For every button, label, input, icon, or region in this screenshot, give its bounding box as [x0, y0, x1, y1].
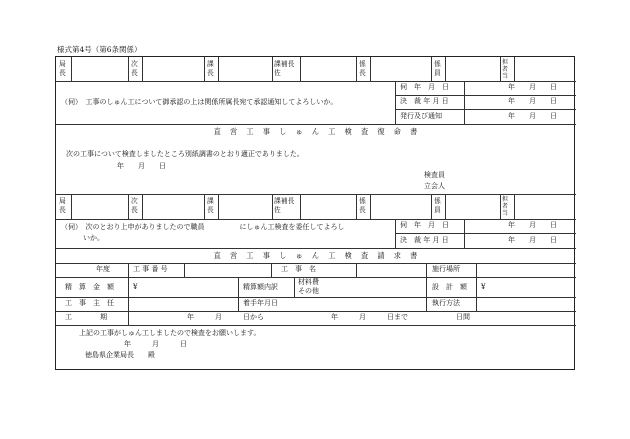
jicho-label: 次長	[131, 60, 138, 77]
closing-date: 年 月 日	[124, 340, 187, 348]
kyokucho-label: 局長	[59, 60, 66, 77]
addressee: 徳島県企業局長 殿	[85, 351, 155, 359]
kakaricho-label-2: 係長	[359, 197, 366, 214]
report-date: 年 月 日	[117, 162, 166, 170]
rule	[56, 81, 576, 82]
koki-label: 工 期	[65, 313, 107, 321]
kakariin-label: 係員	[434, 60, 441, 77]
seisan-kingaku-label: 精 算 金 額	[65, 283, 114, 291]
inspection-form-sheet	[55, 56, 575, 370]
chakushu-label: 着手年月日	[243, 299, 278, 307]
request-form-title: 直 営 工 事 し ゅ ん 工 検 査 請 求 書	[213, 251, 419, 260]
hakko-tsuchi-label: 発行及び通知	[400, 112, 442, 120]
seisan-uchiwake-label: 精算額内訳	[243, 283, 278, 291]
kacho-hosa-label-2: 課補長佐	[274, 197, 295, 214]
nendo-label: 年度	[96, 265, 110, 273]
koki-from: 年 月 日から	[187, 313, 264, 321]
kacho-label: 課長	[207, 60, 214, 77]
kacho-hosa-label: 課補長佐	[274, 60, 295, 77]
ukagai-date-label-2: 伺 年 月 日	[400, 221, 449, 229]
koji-shunin-label: 工 事 主 任	[65, 299, 114, 307]
koki-days: 日間	[456, 313, 470, 321]
ukagai-date-value: 年 月 日	[508, 83, 557, 91]
koji-mei-label: 工 事 名	[281, 265, 316, 273]
witness-label: 立会人	[424, 182, 445, 190]
kacho-label-2: 課長	[207, 197, 214, 214]
seisan-yen: ¥	[133, 283, 138, 291]
report-body: 次の工事について検査しましたところ別紙調書のとおり適正でありました。	[66, 150, 304, 158]
request-text-1: （伺） 工事のしゅん工について御承認の上は関係所属長宛て承認通知してよろしいか。	[61, 98, 338, 106]
sekkei-yen: ¥	[481, 283, 486, 291]
kakariin-label-2: 係員	[434, 197, 441, 214]
report-title: 直 営 工 事 し ゅ ん 工 検 査 復 命 書	[213, 127, 419, 136]
kessai-date-value: 年 月 日	[508, 97, 557, 105]
shikko-hoho-label: 執行方法	[432, 299, 460, 307]
tanto-label: 担者当	[502, 59, 509, 80]
delegation-text-1: （伺） 次のとおり上申がありましたので職員 にしゅん工検査を委任してよろし	[61, 223, 345, 231]
kyokucho-label-2: 局長	[59, 197, 66, 214]
koji-bango-label: 工 事 番 号	[133, 265, 168, 273]
kessai-date-label: 決 裁 年 月 日	[400, 97, 449, 105]
tanto-label-2: 担者当	[502, 196, 509, 217]
inspector-label: 検査員	[424, 171, 445, 179]
kakaricho-label: 係長	[359, 60, 366, 77]
closing-text: 上記の工事がしゅん工しましたので検査をお願いします。	[79, 329, 261, 337]
ukagai-date-value-2: 年 月 日	[508, 221, 557, 229]
seko-basho-label: 施行場所	[432, 265, 460, 273]
form-code: 様式第4号（第6条関係）	[57, 45, 142, 54]
kessai-date-value-2: 年 月 日	[508, 236, 557, 244]
delegation-text-2: いか。	[83, 234, 104, 242]
ukagai-date-label: 伺 年 月 日	[400, 83, 449, 91]
sonota-label: その他	[298, 287, 319, 295]
hakko-tsuchi-value: 年 月 日	[508, 112, 557, 120]
jicho-label-2: 次長	[131, 197, 138, 214]
kessai-date-label-2: 決 裁 年 月 日	[400, 236, 449, 244]
zairyohi-label: 材料費	[298, 278, 319, 286]
sekkei-gaku-label: 設 計 額	[432, 283, 467, 291]
koki-to: 年 月 日まで	[331, 313, 408, 321]
